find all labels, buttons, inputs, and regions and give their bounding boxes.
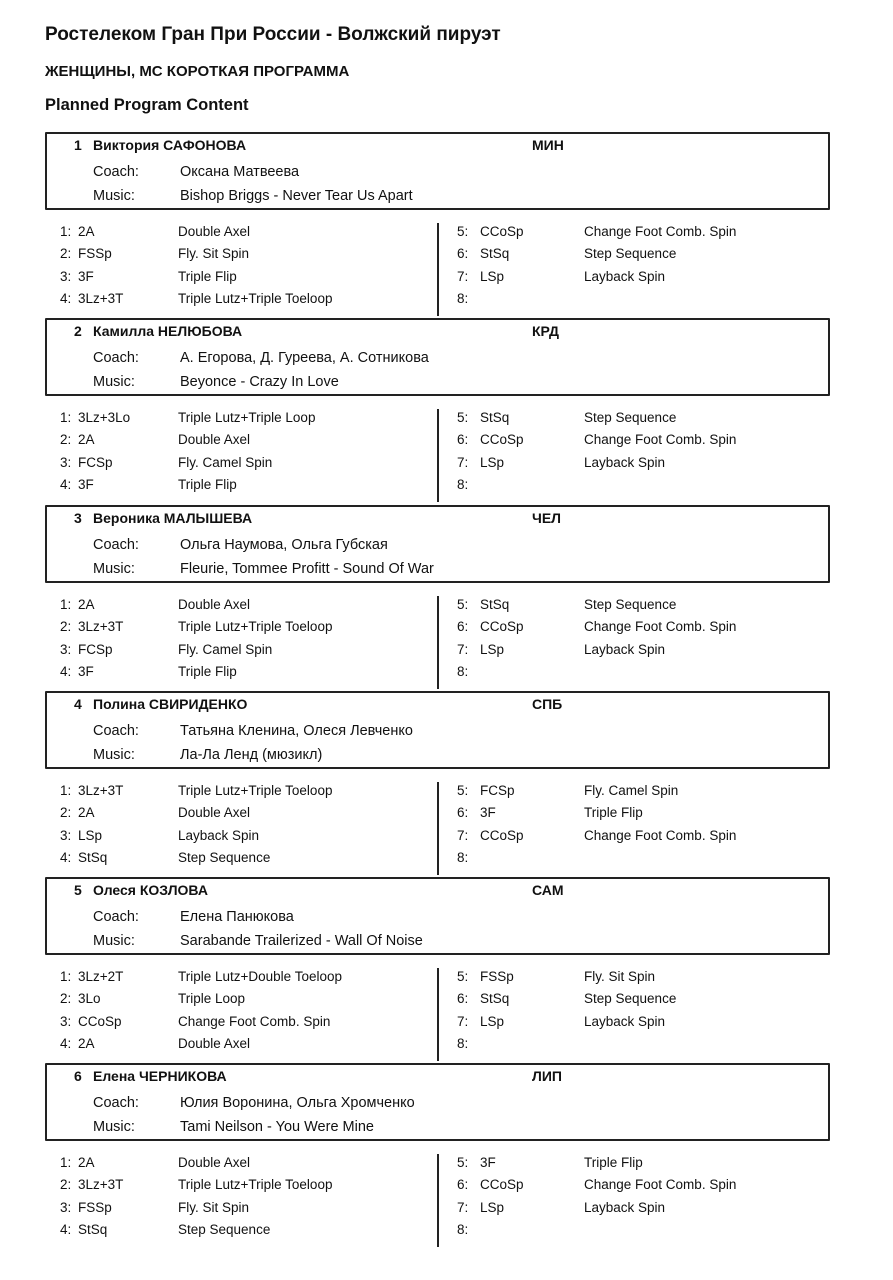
skater-header-box [45, 691, 830, 769]
element-code: StSq [78, 1222, 108, 1237]
skater-block [45, 132, 830, 338]
column-divider [437, 782, 439, 875]
element-code: CCoSp [78, 1014, 122, 1029]
element-name: Step Sequence [584, 597, 677, 612]
coach-label: Coach: [93, 723, 139, 739]
element-index: 5: [457, 224, 469, 239]
skater-club: МИН [532, 137, 564, 153]
element-code: FSSp [78, 246, 112, 261]
element-index: 8: [457, 1036, 469, 1051]
element-index: 4: [60, 1036, 72, 1051]
skater-name: Вероника МАЛЫШЕВА [93, 510, 253, 526]
element-code: CCoSp [480, 828, 524, 843]
element-code: 2A [78, 1036, 95, 1051]
element-name: Fly. Sit Spin [178, 246, 250, 261]
skater-header-box [45, 877, 830, 955]
start-number: 3 [74, 510, 82, 526]
start-number: 5 [74, 882, 82, 898]
music-label: Music: [93, 1119, 135, 1135]
element-index: 6: [457, 805, 469, 820]
element-index: 5: [457, 410, 469, 425]
element-index: 4: [60, 664, 72, 679]
column-divider [437, 409, 439, 502]
element-name: Step Sequence [584, 246, 677, 261]
element-index: 8: [457, 291, 469, 306]
music-label: Music: [93, 561, 135, 577]
element-name: Step Sequence [584, 410, 677, 425]
element-code: 3Lz+3T [78, 783, 124, 798]
element-code: 2A [78, 1155, 95, 1170]
element-index: 8: [457, 477, 469, 492]
coach-value: Юлия Воронина, Ольга Хромченко [180, 1095, 415, 1111]
element-index: 1: [60, 969, 72, 984]
element-code: 3Lz+3T [78, 619, 124, 634]
element-name: Fly. Sit Spin [178, 1200, 250, 1215]
element-code: 3Lz+3Lo [78, 410, 131, 425]
start-number: 6 [74, 1068, 82, 1084]
element-index: 7: [457, 269, 469, 284]
element-code: LSp [480, 269, 505, 284]
element-code: FCSp [480, 783, 515, 798]
column-divider [437, 1154, 439, 1247]
element-index: 5: [457, 597, 469, 612]
element-index: 3: [60, 269, 72, 284]
element-name: Triple Loop [178, 991, 246, 1006]
element-code: 3Lo [78, 991, 101, 1006]
event-subtitle: ЖЕНЩИНЫ, МС КОРОТКАЯ ПРОГРАММА [45, 63, 350, 80]
element-name: Triple Lutz+Triple Toeloop [178, 1177, 333, 1192]
music-label: Music: [93, 188, 135, 204]
element-index: 4: [60, 1222, 72, 1237]
skater-club: ЛИП [532, 1068, 562, 1084]
skater-block [45, 318, 830, 524]
element-index: 4: [60, 850, 72, 865]
element-name: Triple Flip [584, 1155, 643, 1170]
element-name: Double Axel [178, 432, 251, 447]
element-code: FSSp [480, 969, 514, 984]
element-index: 6: [457, 991, 469, 1006]
element-index: 1: [60, 1155, 72, 1170]
element-name: Step Sequence [584, 991, 677, 1006]
element-index: 1: [60, 224, 72, 239]
element-index: 7: [457, 828, 469, 843]
element-code: 3F [78, 664, 94, 679]
element-name: Layback Spin [584, 1014, 666, 1029]
element-name: Fly. Camel Spin [584, 783, 679, 798]
element-code: 3Lz+3T [78, 291, 124, 306]
element-index: 6: [457, 619, 469, 634]
element-name: Change Foot Comb. Spin [584, 619, 737, 634]
music-value: Beyonce - Crazy In Love [180, 374, 339, 390]
element-index: 2: [60, 991, 72, 1006]
element-index: 3: [60, 828, 72, 843]
coach-value: Елена Панюкова [180, 909, 294, 925]
elements-table [45, 406, 830, 512]
element-index: 7: [457, 1200, 469, 1215]
element-index: 3: [60, 1200, 72, 1215]
element-code: CCoSp [480, 1177, 524, 1192]
music-value: Bishop Briggs - Never Tear Us Apart [180, 188, 413, 204]
skater-block [45, 505, 830, 711]
element-index: 8: [457, 664, 469, 679]
skater-name: Олеся КОЗЛОВА [93, 882, 208, 898]
element-index: 2: [60, 246, 72, 261]
element-name: Layback Spin [178, 828, 260, 843]
element-index: 7: [457, 1014, 469, 1029]
skater-header-box [45, 1063, 830, 1141]
element-name: Triple Flip [178, 269, 237, 284]
element-code: 3F [78, 477, 94, 492]
element-code: 2A [78, 224, 95, 239]
element-code: 2A [78, 597, 95, 612]
element-index: 6: [457, 246, 469, 261]
element-code: StSq [480, 597, 510, 612]
element-index: 2: [60, 1177, 72, 1192]
element-name: Fly. Camel Spin [178, 455, 273, 470]
skater-name: Елена ЧЕРНИКОВА [93, 1068, 227, 1084]
skater-header-box [45, 318, 830, 396]
element-name: Change Foot Comb. Spin [584, 432, 737, 447]
element-name: Triple Flip [584, 805, 643, 820]
element-name: Layback Spin [584, 455, 666, 470]
coach-label: Coach: [93, 537, 139, 553]
element-index: 6: [457, 432, 469, 447]
element-code: 2A [78, 805, 95, 820]
music-label: Music: [93, 747, 135, 763]
element-name: Change Foot Comb. Spin [584, 828, 737, 843]
element-name: Triple Flip [178, 664, 237, 679]
music-value: Ла-Ла Ленд (мюзикл) [180, 747, 323, 763]
element-code: 3Lz+3T [78, 1177, 124, 1192]
music-value: Fleurie, Tommee Profitt - Sound Of War [180, 561, 434, 577]
elements-table [45, 220, 830, 326]
element-index: 7: [457, 642, 469, 657]
element-code: LSp [480, 1014, 505, 1029]
element-code: LSp [480, 642, 505, 657]
element-code: LSp [480, 455, 505, 470]
coach-value: А. Егорова, Д. Гуреева, А. Сотникова [180, 350, 429, 366]
skater-block [45, 877, 830, 1083]
element-index: 2: [60, 805, 72, 820]
element-name: Double Axel [178, 224, 251, 239]
skater-block [45, 1063, 830, 1269]
coach-value: Оксана Матвеева [180, 164, 300, 180]
skater-club: ЧЕЛ [532, 510, 561, 526]
element-name: Triple Lutz+Triple Toeloop [178, 619, 333, 634]
element-index: 5: [457, 969, 469, 984]
element-code: StSq [78, 850, 108, 865]
skater-club: САМ [532, 882, 564, 898]
music-value: Sarabande Trailerized - Wall Of Noise [180, 933, 423, 949]
element-code: CCoSp [480, 432, 524, 447]
element-name: Step Sequence [178, 1222, 271, 1237]
element-code: LSp [78, 828, 103, 843]
element-index: 5: [457, 783, 469, 798]
element-name: Double Axel [178, 1155, 251, 1170]
coach-label: Coach: [93, 350, 139, 366]
element-name: Triple Lutz+Triple Toeloop [178, 783, 333, 798]
element-name: Double Axel [178, 597, 251, 612]
element-name: Triple Flip [178, 477, 237, 492]
element-code: StSq [480, 410, 510, 425]
element-index: 4: [60, 291, 72, 306]
element-index: 3: [60, 642, 72, 657]
element-code: 3Lz+2T [78, 969, 124, 984]
element-index: 1: [60, 597, 72, 612]
elements-table [45, 965, 830, 1071]
start-number: 2 [74, 323, 82, 339]
element-code: FCSp [78, 455, 113, 470]
element-name: Layback Spin [584, 642, 666, 657]
element-index: 7: [457, 455, 469, 470]
element-index: 8: [457, 850, 469, 865]
skater-name: Полина СВИРИДЕНКО [93, 696, 248, 712]
start-number: 1 [74, 137, 82, 153]
element-code: 2A [78, 432, 95, 447]
elements-table [45, 593, 830, 699]
element-name: Triple Lutz+Triple Loop [178, 410, 316, 425]
music-label: Music: [93, 374, 135, 390]
elements-table [45, 779, 830, 885]
element-name: Double Axel [178, 805, 251, 820]
coach-label: Coach: [93, 1095, 139, 1111]
element-index: 1: [60, 410, 72, 425]
element-code: 3F [78, 269, 94, 284]
column-divider [437, 596, 439, 689]
element-code: LSp [480, 1200, 505, 1215]
skater-header-box [45, 132, 830, 210]
coach-label: Coach: [93, 909, 139, 925]
element-index: 6: [457, 1177, 469, 1192]
element-name: Change Foot Comb. Spin [584, 224, 737, 239]
element-code: FCSp [78, 642, 113, 657]
column-divider [437, 968, 439, 1061]
element-name: Layback Spin [584, 1200, 666, 1215]
element-name: Triple Lutz+Triple Toeloop [178, 291, 333, 306]
music-value: Tami Neilson - You Were Mine [180, 1119, 374, 1135]
element-index: 8: [457, 1222, 469, 1237]
element-name: Double Axel [178, 1036, 251, 1051]
column-divider [437, 223, 439, 316]
element-index: 4: [60, 477, 72, 492]
skater-name: Виктория САФОНОВА [93, 137, 247, 153]
element-index: 2: [60, 619, 72, 634]
element-code: 3F [480, 1155, 496, 1170]
element-code: CCoSp [480, 619, 524, 634]
skater-club: КРД [532, 323, 559, 339]
skater-club: СПБ [532, 696, 563, 712]
coach-label: Coach: [93, 164, 139, 180]
element-index: 1: [60, 783, 72, 798]
skater-header-box [45, 505, 830, 583]
start-number: 4 [74, 696, 82, 712]
skater-name: Камилла НЕЛЮБОВА [93, 323, 243, 339]
element-code: StSq [480, 991, 510, 1006]
section-heading: Planned Program Content [45, 96, 249, 114]
music-label: Music: [93, 933, 135, 949]
element-index: 2: [60, 432, 72, 447]
element-name: Change Foot Comb. Spin [178, 1014, 331, 1029]
element-code: CCoSp [480, 224, 524, 239]
element-name: Layback Spin [584, 269, 666, 284]
element-name: Fly. Sit Spin [584, 969, 656, 984]
coach-value: Татьяна Кленина, Олеся Левченко [180, 723, 413, 739]
element-name: Triple Lutz+Double Toeloop [178, 969, 342, 984]
element-code: 3F [480, 805, 496, 820]
element-code: FSSp [78, 1200, 112, 1215]
element-index: 3: [60, 455, 72, 470]
element-name: Fly. Camel Spin [178, 642, 273, 657]
element-index: 5: [457, 1155, 469, 1170]
skater-block [45, 691, 830, 897]
element-name: Change Foot Comb. Spin [584, 1177, 737, 1192]
element-name: Step Sequence [178, 850, 271, 865]
elements-table [45, 1151, 830, 1257]
element-code: StSq [480, 246, 510, 261]
coach-value: Ольга Наумова, Ольга Губская [180, 537, 388, 553]
document-title: Ростелеком Гран При России - Волжский пируэт [45, 24, 501, 45]
element-index: 3: [60, 1014, 72, 1029]
